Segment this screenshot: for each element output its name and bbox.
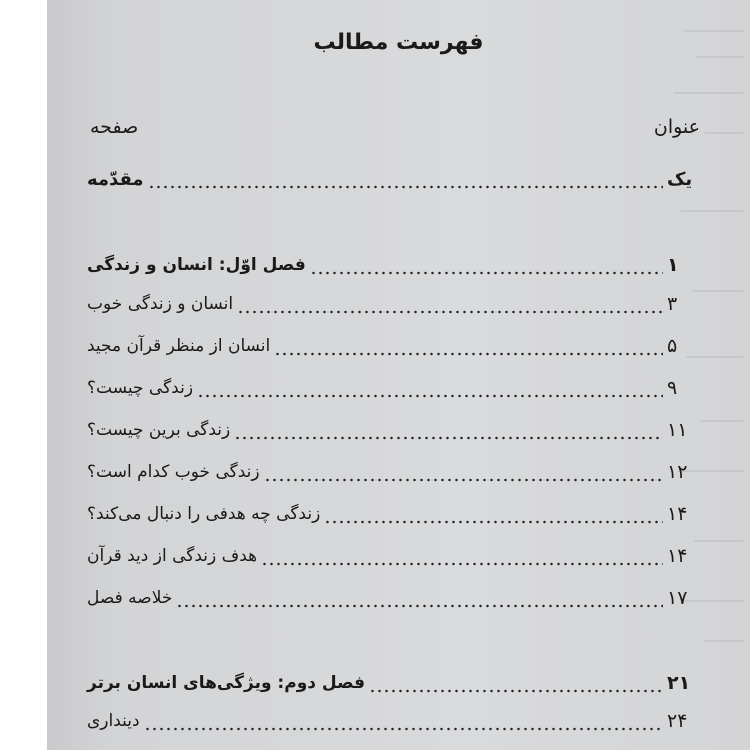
toc-chapter <box>87 248 695 282</box>
toc-entry-page: ۱۴ <box>667 545 688 567</box>
toc-entry <box>87 581 695 615</box>
toc-entry-page: ۱ <box>667 254 679 276</box>
dot-leader <box>264 468 663 482</box>
toc-entry <box>87 371 695 405</box>
dot-leader <box>176 594 663 608</box>
page-column-header: صفحه <box>90 116 139 138</box>
toc-entry-page: ۱۱ <box>667 419 688 441</box>
toc-entry-title: انسان و زندگی خوب <box>87 294 234 314</box>
toc-entry-page: ۲۴ <box>667 710 688 732</box>
toc-entry <box>87 539 695 573</box>
toc-entry <box>87 287 695 321</box>
toc-entry-page: ۹ <box>667 377 678 399</box>
toc-entry-page: ۱۴ <box>667 503 688 525</box>
toc-entry-title: دینداری <box>87 711 140 731</box>
toc-entry-page: ۵ <box>667 335 678 357</box>
dot-leader <box>234 426 663 440</box>
toc-entry-page: ۲۱ <box>667 672 691 694</box>
book-page <box>47 0 750 750</box>
dot-leader <box>261 552 663 566</box>
toc-entry-title: زندگی خوب کدام است؟ <box>87 462 260 482</box>
toc-entry-title: انسان از منظر قرآن مجید <box>87 336 271 356</box>
toc-entry-title: هدف زندگی از دید قرآن <box>87 546 258 566</box>
toc-entry-page: یک <box>667 168 693 190</box>
title-column-header: عنوان <box>653 116 700 138</box>
toc-entry <box>87 413 695 447</box>
toc-entry-title: زندگی چه هدفی را دنبال می‌کند؟ <box>87 504 321 524</box>
dot-leader <box>148 175 663 189</box>
toc-entry-page: ۱۷ <box>667 587 688 609</box>
toc-entry-title: خلاصه فصل <box>87 588 173 608</box>
dot-leader <box>144 717 663 731</box>
dot-leader <box>310 261 663 275</box>
dot-leader <box>324 510 663 524</box>
dot-leader <box>369 679 663 693</box>
toc-entry <box>87 704 695 738</box>
toc-entry-page: ۱۲ <box>667 461 688 483</box>
toc-chapter <box>87 666 695 700</box>
toc-entry-title: فصل اوّل: انسان و زندگی <box>87 255 306 275</box>
dot-leader <box>237 300 663 314</box>
toc-entry-title: فصل دوم: ویژگی‌های انسان برتر <box>87 673 365 693</box>
toc-entry <box>87 162 695 196</box>
page-title: فهرست مطالب <box>313 30 484 55</box>
toc-entry <box>87 455 695 489</box>
toc-entry-title: مقدّمه <box>87 168 144 190</box>
toc-entry <box>87 497 695 531</box>
toc-entry-title: زندگی چیست؟ <box>87 378 194 398</box>
dot-leader <box>274 342 663 356</box>
toc-entry-page: ۳ <box>667 293 678 315</box>
toc-entry-title: زندگی برین چیست؟ <box>87 420 231 440</box>
toc-entry <box>87 329 695 363</box>
dot-leader <box>197 384 663 398</box>
